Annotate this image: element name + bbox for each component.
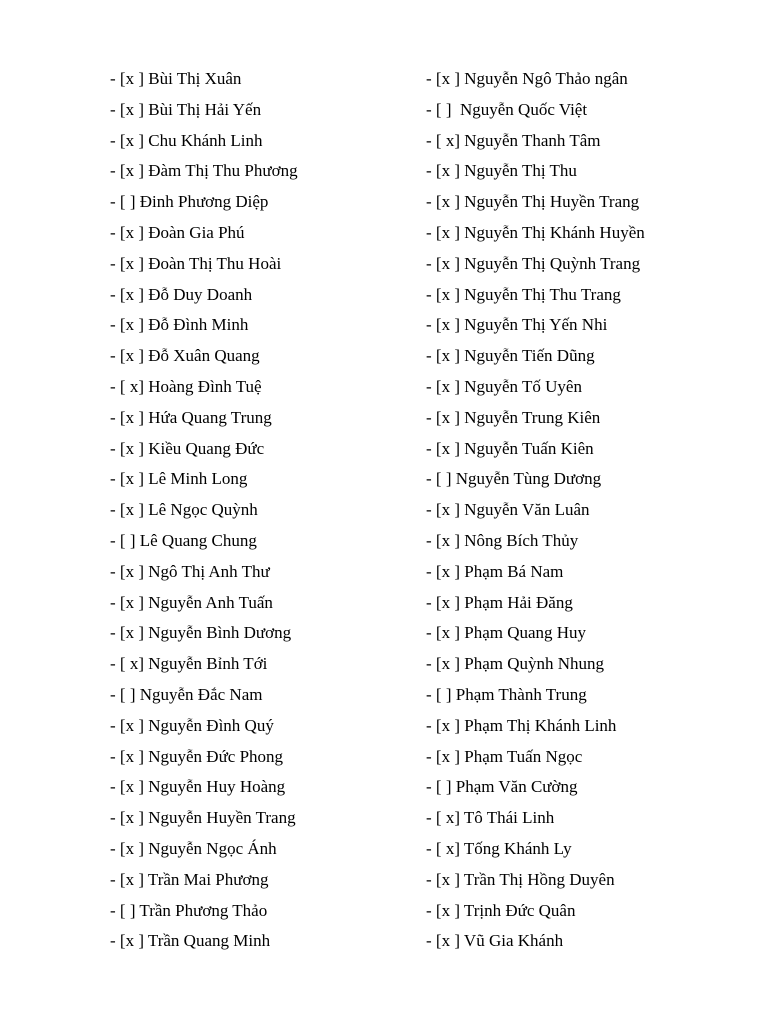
checklist-item: - [x ] Nguyễn Văn Luân <box>426 500 590 520</box>
checklist-item: - [x ] Bùi Thị Hải Yến <box>110 99 262 119</box>
checklist-item: - [x ] Lê Minh Long <box>110 469 248 489</box>
checklist-item: - [ x] Nguyễn Thanh Tâm <box>426 130 601 150</box>
checklist-item: - [x ] Phạm Quang Huy <box>426 623 587 643</box>
checklist-item: - [x ] Nguyễn Ngọc Ánh <box>110 838 277 858</box>
checklist-item: - [x ] Lê Ngọc Quỳnh <box>110 500 258 520</box>
checklist-item: - [x ] Đỗ Duy Doanh <box>110 284 253 304</box>
left-name-column <box>110 64 410 957</box>
checklist-item: - [x ] Ngô Thị Anh Thư <box>110 561 270 581</box>
checklist-item: - [ x] Tống Khánh Ly <box>426 838 572 858</box>
checklist-item: - [x ] Nguyễn Anh Tuấn <box>110 592 273 612</box>
checklist-item: - [x ] Phạm Hải Đăng <box>426 592 573 612</box>
checklist-item: - [x ] Nguyễn Thị Thu Trang <box>426 284 621 304</box>
checklist-item: - [x ] Đỗ Đình Minh <box>110 315 249 335</box>
checklist-item: - [x ] Nguyễn Bình Dương <box>110 623 292 643</box>
checklist-item: - [x ] Đàm Thị Thu Phương <box>110 161 298 181</box>
checklist-item: - [x ] Nguyễn Huyền Trang <box>110 808 296 828</box>
checklist-item: - [ ] Đinh Phương Diệp <box>110 192 269 212</box>
checklist-item: - [x ] Nguyễn Đình Quý <box>110 715 274 735</box>
checklist-item: - [x ] Nguyễn Tố Uyên <box>426 376 582 396</box>
checklist-item: - [x ] Nguyễn Tiến Dũng <box>426 346 595 366</box>
checklist-item: - [x ] Nguyễn Thị Yến Nhi <box>426 315 608 335</box>
checklist-item: - [x ] Trần Mai Phương <box>110 869 269 889</box>
checklist-item: - [ x] Hoàng Đình Tuệ <box>110 376 262 396</box>
checklist-item: - [x ] Nguyễn Đức Phong <box>110 746 284 766</box>
checklist-item: - [x ] Nguyễn Huy Hoàng <box>110 777 286 797</box>
checklist-item: - [x ] Nguyễn Thị Huyền Trang <box>426 192 640 212</box>
checklist-item: - [x ] Phạm Tuấn Ngọc <box>426 746 583 766</box>
checklist-item: - [ ] Phạm Văn Cường <box>426 777 578 797</box>
checklist-item: - [x ] Phạm Bá Nam <box>426 561 564 581</box>
checklist-item: - [ ] Nguyễn Quốc Việt <box>426 99 588 119</box>
checklist-item: - [x ] Hứa Quang Trung <box>110 407 272 427</box>
checklist-item: - [ x] Tô Thái Linh <box>426 808 555 828</box>
checklist-item: - [x ] Đoàn Gia Phú <box>110 222 245 242</box>
checklist-item: - [x ] Trịnh Đức Quân <box>426 900 576 920</box>
checklist-item: - [ ] Nguyễn Tùng Dương <box>426 469 602 489</box>
checklist-item: - [x ] Nguyễn Thị Khánh Huyền <box>426 222 645 242</box>
checklist-item: - [x ] Nguyễn Trung Kiên <box>426 407 601 427</box>
right-name-column <box>426 64 746 957</box>
checklist-item: - [x ] Kiều Quang Đức <box>110 438 265 458</box>
checklist-item: - [x ] Nguyễn Ngô Thảo ngân <box>426 69 628 88</box>
checklist-item: - [x ] Phạm Quỳnh Nhung <box>426 654 605 674</box>
checklist-item: - [x ] Nguyễn Thị Quỳnh Trang <box>426 253 641 273</box>
checklist-item: - [x ] Nguyễn Tuấn Kiên <box>426 438 594 458</box>
checklist-item: - [x ] Phạm Thị Khánh Linh <box>426 715 617 735</box>
checklist-item: - [ ] Lê Quang Chung <box>110 530 257 550</box>
checklist-item: - [x ] Đỗ Xuân Quang <box>110 346 260 366</box>
checklist-item: - [x ] Trần Quang Minh <box>110 931 271 951</box>
checklist-item: - [x ] Chu Khánh Linh <box>110 130 263 150</box>
checklist-item: - [ ] Nguyễn Đắc Nam <box>110 684 263 704</box>
checklist-item: - [ ] Phạm Thành Trung <box>426 684 587 704</box>
checklist-item: - [x ] Trần Thị Hồng Duyên <box>426 869 615 889</box>
checklist-item: - [ x] Nguyễn Bỉnh Tới <box>110 654 268 674</box>
checklist-item: - [x ] Bùi Thị Xuân <box>110 69 242 88</box>
checklist-item: - [ ] Trần Phương Thảo <box>110 900 268 920</box>
checklist-item: - [x ] Vũ Gia Khánh <box>426 931 564 951</box>
checklist-item: - [x ] Đoàn Thị Thu Hoài <box>110 253 282 273</box>
checklist-item: - [x ] Nguyễn Thị Thu <box>426 161 577 181</box>
checklist-item: - [x ] Nông Bích Thủy <box>426 530 579 550</box>
